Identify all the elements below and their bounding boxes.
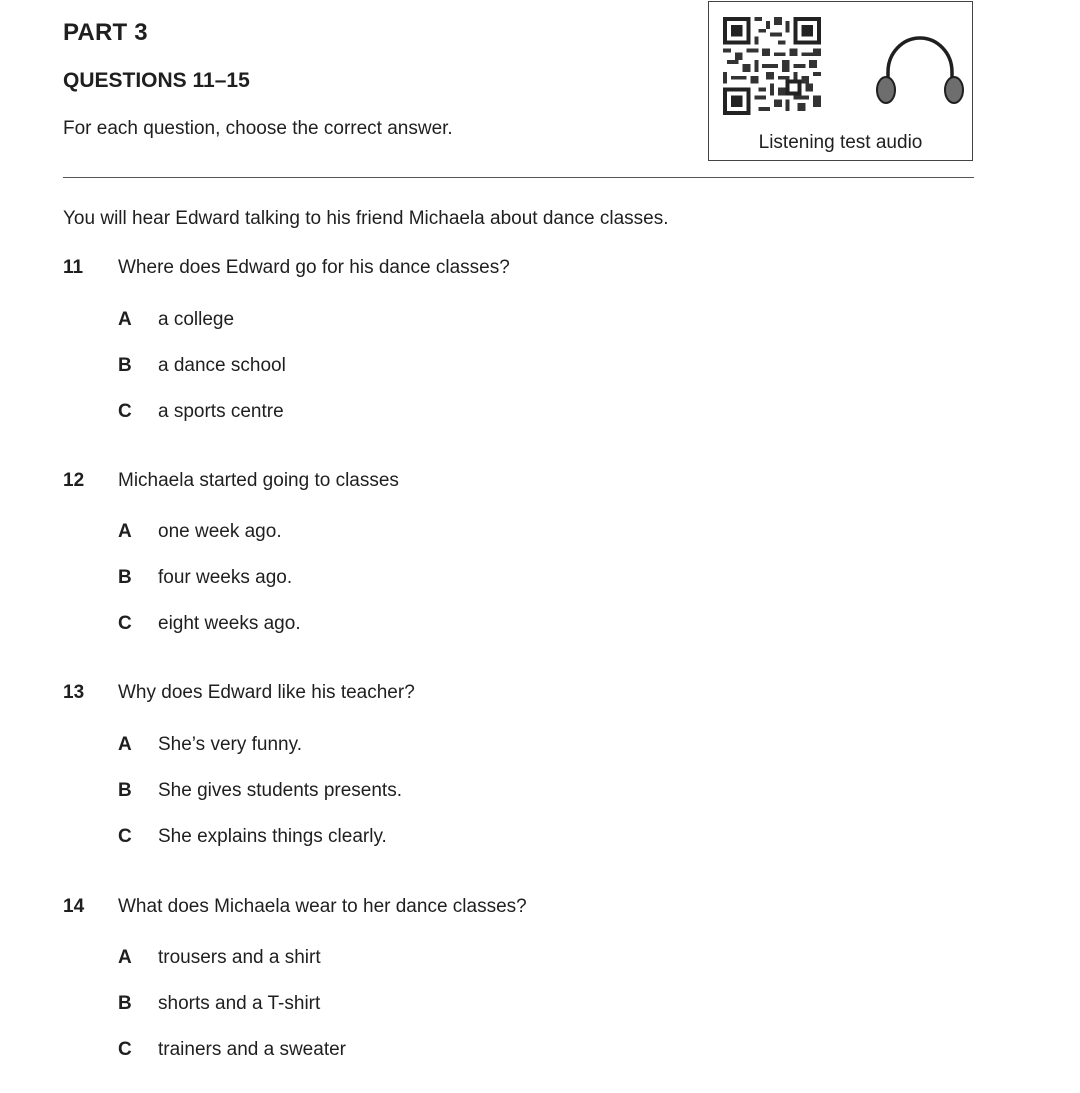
option-b[interactable] xyxy=(63,567,963,595)
option-text: four weeks ago. xyxy=(158,567,293,588)
option-letter: C xyxy=(118,1039,132,1060)
qr-code-icon[interactable] xyxy=(723,17,821,115)
question-text: Where does Edward go for his dance classes? xyxy=(118,257,510,278)
instruction-text: For each question, choose the correct answer. xyxy=(63,118,453,139)
option-text: trousers and a shirt xyxy=(158,947,321,968)
question-stem xyxy=(63,896,963,924)
option-a[interactable] xyxy=(63,734,963,762)
option-text: a dance school xyxy=(158,355,286,376)
option-c[interactable] xyxy=(63,401,963,429)
option-letter: A xyxy=(118,309,132,330)
option-a[interactable] xyxy=(63,947,963,975)
option-text: She explains things clearly. xyxy=(158,826,387,847)
option-c[interactable] xyxy=(63,613,963,641)
question-number: 12 xyxy=(63,470,85,491)
question-number: 13 xyxy=(63,682,85,703)
option-letter: A xyxy=(118,734,132,755)
section-divider xyxy=(63,177,974,178)
option-letter: B xyxy=(118,567,132,588)
part-title: PART 3 xyxy=(63,19,148,46)
option-text: She gives students presents. xyxy=(158,780,402,801)
question-stem xyxy=(63,682,963,710)
option-b[interactable] xyxy=(63,993,963,1021)
option-text: a college xyxy=(158,309,235,330)
audio-box[interactable] xyxy=(708,1,973,161)
listening-intro: You will hear Edward talking to his friend Michaela about dance classes. xyxy=(63,208,669,229)
option-c[interactable] xyxy=(63,1039,963,1067)
headphones-icon xyxy=(874,30,966,110)
option-text: one week ago. xyxy=(158,521,282,542)
option-letter: B xyxy=(118,355,132,376)
question-12 xyxy=(63,470,963,641)
option-b[interactable] xyxy=(63,780,963,808)
question-number: 11 xyxy=(63,257,84,278)
option-letter: C xyxy=(118,401,132,422)
option-letter: B xyxy=(118,780,132,801)
option-c[interactable] xyxy=(63,826,963,854)
question-stem xyxy=(63,470,963,498)
option-text: eight weeks ago. xyxy=(158,613,301,634)
option-a[interactable] xyxy=(63,521,963,549)
option-letter: A xyxy=(118,947,132,968)
option-b[interactable] xyxy=(63,355,963,383)
option-text: a sports centre xyxy=(158,401,284,422)
questions-range: QUESTIONS 11–15 xyxy=(63,69,250,92)
question-11 xyxy=(63,257,963,429)
question-number: 14 xyxy=(63,896,85,917)
option-text: She’s very funny. xyxy=(158,734,302,755)
audio-caption: Listening test audio xyxy=(758,132,923,153)
question-14 xyxy=(63,896,963,1067)
option-text: trainers and a sweater xyxy=(158,1039,346,1060)
question-stem xyxy=(63,257,963,285)
option-letter: B xyxy=(118,993,132,1014)
option-letter: C xyxy=(118,826,132,847)
option-letter: A xyxy=(118,521,132,542)
question-text: What does Michaela wear to her dance classes? xyxy=(118,896,527,917)
question-13 xyxy=(63,682,963,854)
option-text: shorts and a T-shirt xyxy=(158,993,321,1014)
question-text: Why does Edward like his teacher? xyxy=(118,682,415,703)
option-a[interactable] xyxy=(63,309,963,337)
question-text: Michaela started going to classes xyxy=(118,470,399,491)
option-letter: C xyxy=(118,613,132,634)
